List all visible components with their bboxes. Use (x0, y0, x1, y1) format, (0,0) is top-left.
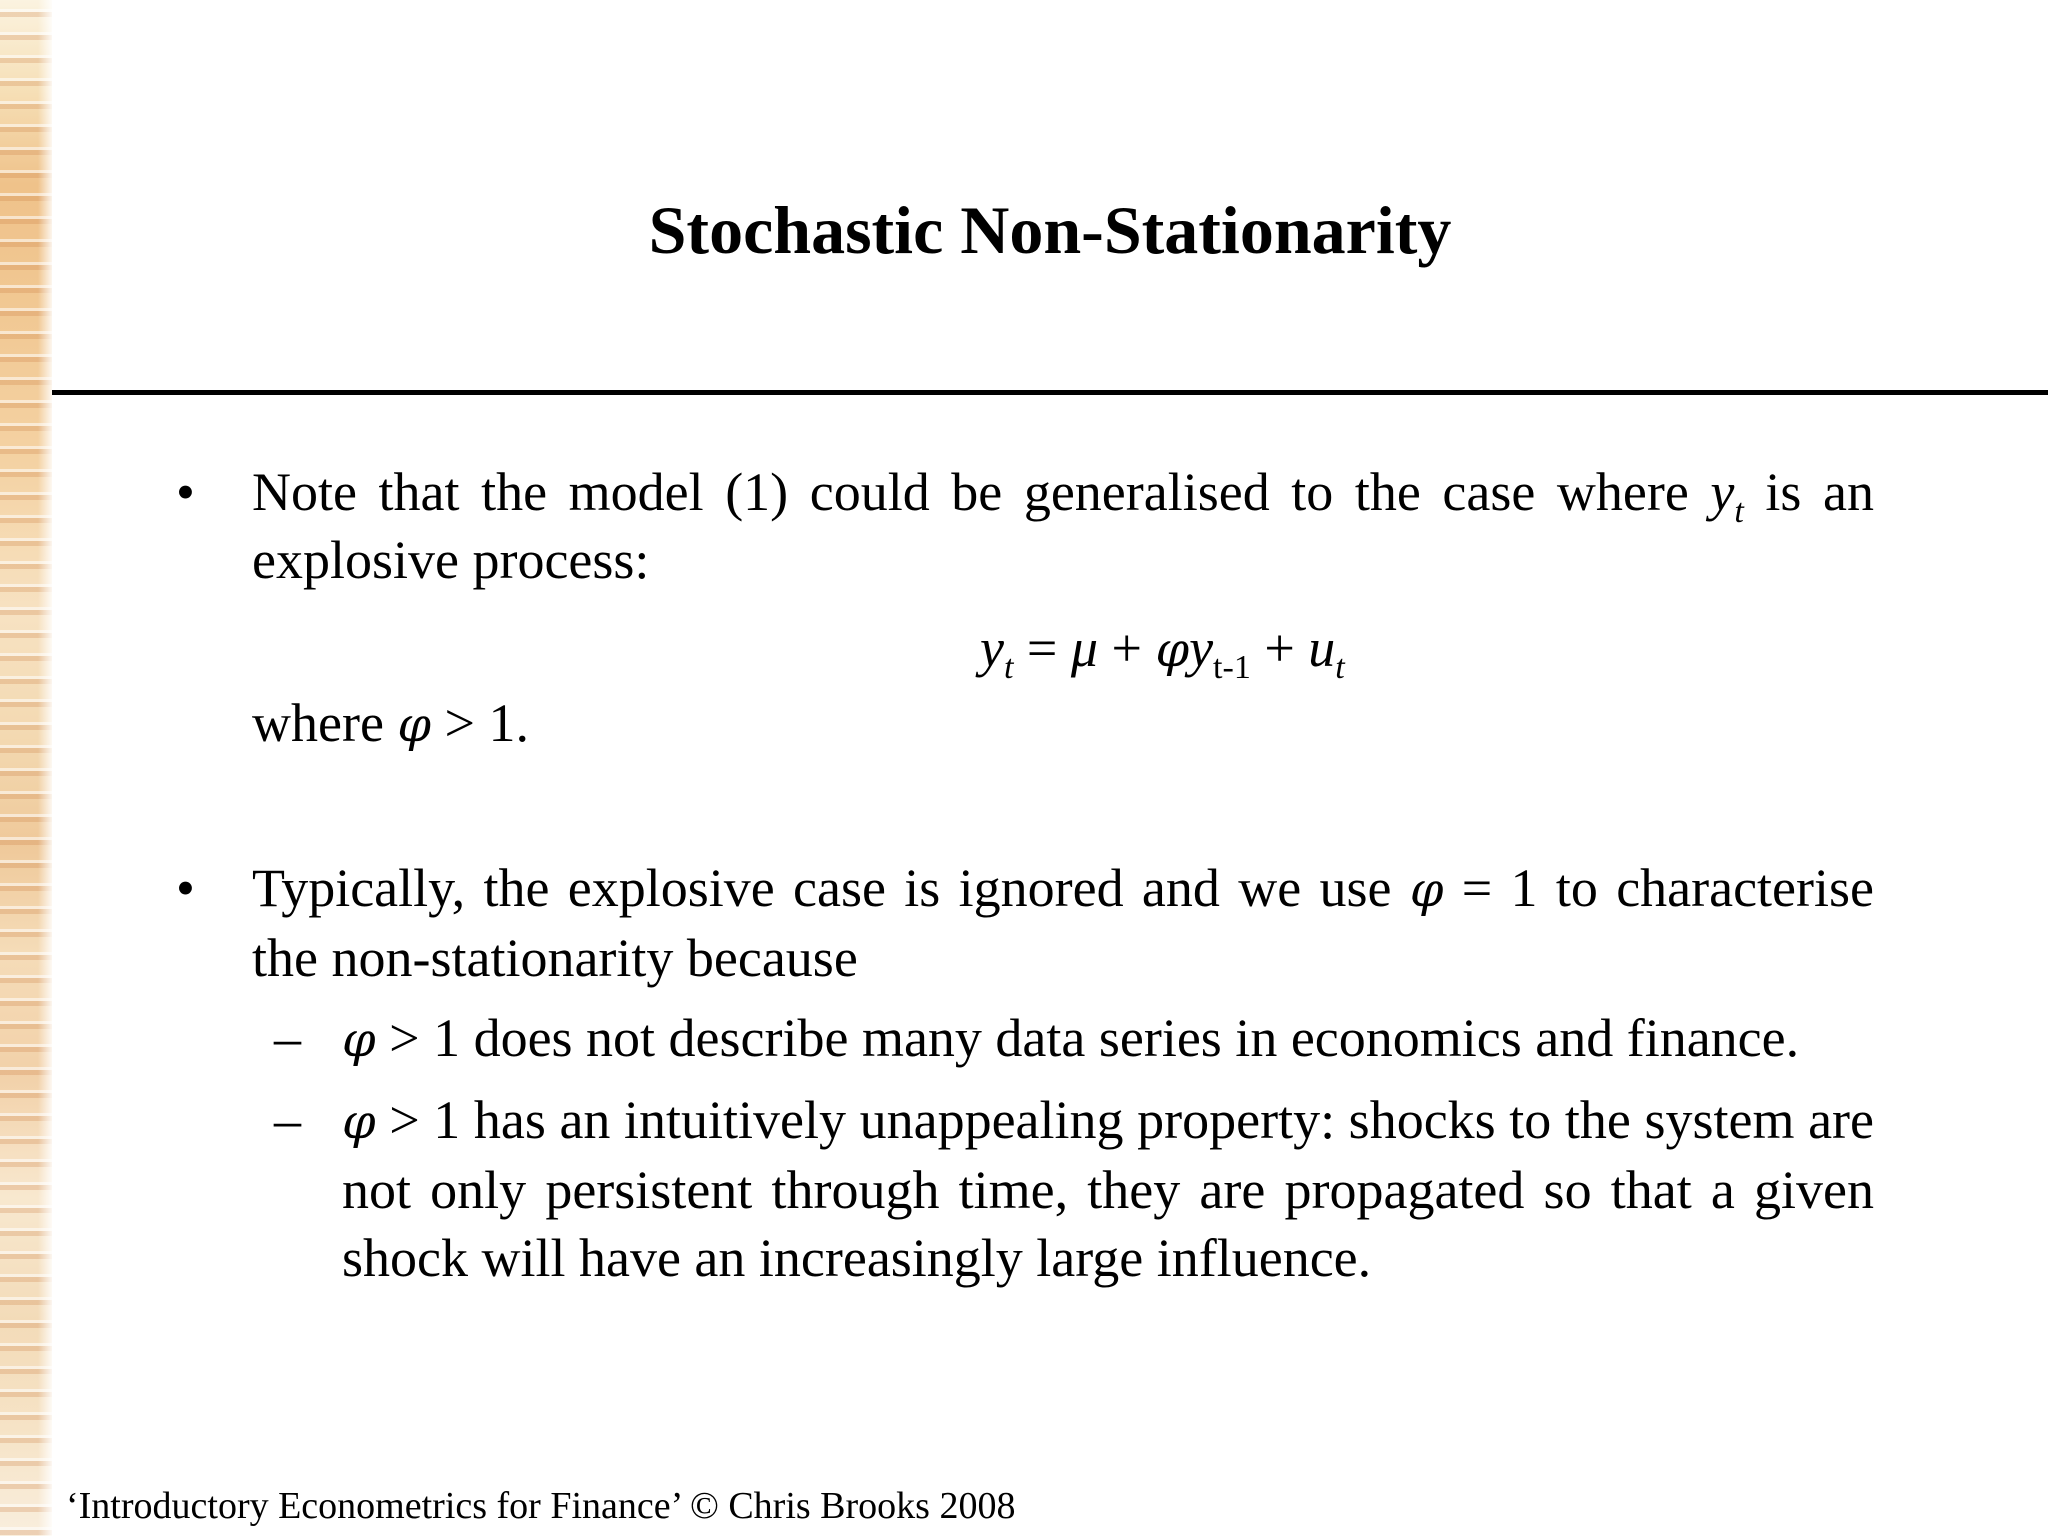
title-divider (52, 390, 2048, 395)
equation-plus-1: + (1098, 618, 1156, 678)
equation-lhs-subscript: t (1003, 649, 1014, 686)
bullet-2-phi: φ (1409, 862, 1444, 918)
bullet-1-text-after: is an explosive process: (252, 462, 1874, 590)
bullet-1-text-before: Note that the model (1) could be generalised to the case where (252, 462, 1711, 522)
sub-item-2-phi: φ (342, 1094, 376, 1150)
sub-item-2-text (342, 1086, 1874, 1292)
bullet-1-text (252, 458, 1874, 594)
ar1-equation (980, 614, 1345, 684)
equation-y-lag-subscript: t-1 (1213, 649, 1251, 686)
condition-phi: φ (397, 697, 432, 753)
condition-suffix: > 1. (431, 693, 529, 753)
equation-phi: φ (1155, 622, 1190, 678)
bullet-2-text-after: = 1 to characterise the non-stationarity because (252, 858, 1874, 988)
explosive-condition (252, 689, 529, 759)
variable-y-subscript: t (1734, 493, 1744, 530)
equation-lhs: y (980, 618, 1004, 678)
footer-copyright: ‘Introductory Econometrics for Finance’ © Chris Brooks 2008 (66, 1485, 1016, 1527)
equation-equals: = (1013, 618, 1071, 678)
sub-item-1-body: > 1 does not describe many data series in economics and finance. (375, 1008, 1800, 1068)
condition-prefix: where (252, 693, 398, 753)
sub-item-2-dash: – (274, 1090, 301, 1150)
equation-u: u (1308, 618, 1336, 678)
equation-mu: μ (1070, 618, 1098, 678)
variable-y: y (1710, 462, 1735, 522)
sub-item-1-text (342, 1004, 1874, 1074)
bullet-2-text (252, 854, 1874, 992)
equation-u-subscript: t (1335, 649, 1345, 686)
bullet-marker-2: • (176, 858, 195, 918)
equation-plus-2: + (1250, 618, 1309, 678)
bullet-marker-1: • (176, 462, 195, 522)
sub-item-2-body: > 1 has an intuitively unappealing property: shocks to the system are not only persistent through time, they are propagated so that a given shock will have an increasingly large influence. (342, 1090, 1874, 1288)
decorative-side-strip (0, 0, 52, 1536)
equation-y-lag: y (1189, 618, 1214, 678)
sub-item-1-dash: – (274, 1008, 301, 1068)
bullet-2-text-before: Typically, the explosive case is ignored and we use (252, 858, 1410, 918)
slide-title: Stochastic Non-Stationarity (648, 192, 1452, 268)
sub-item-1-phi: φ (342, 1012, 376, 1068)
